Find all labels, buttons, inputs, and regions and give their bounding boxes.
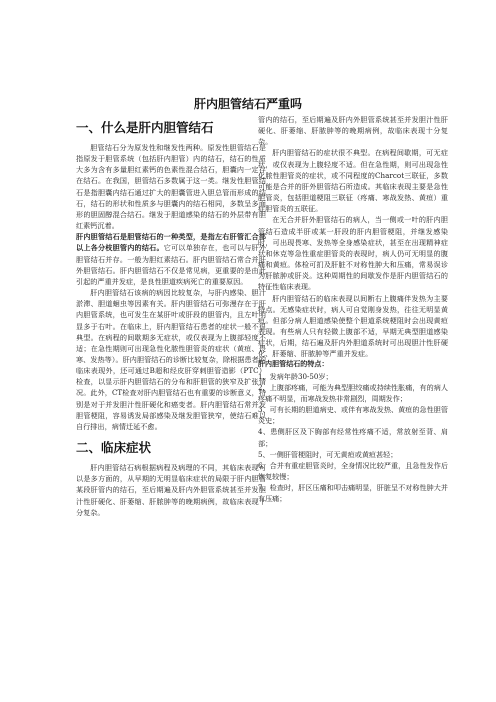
features-list bbox=[258, 371, 448, 505]
section-2-heading: 二、临床症状 bbox=[76, 440, 152, 456]
section-1-paragraph-3: 肝内胆管结石该病的病因比较复杂，与肝内感染、胆汁淤滞、胆道蛔虫等因素有关。肝内胆管结石可弥漫存在于肝内胆管系统，也可发生在某肝叶或肝段的胆管内，且左叶明显多于右叶。在临床上，肝内胆管结石患者的症状一般不很典型。在病程的间歇期多无症状，或仅表现为上腹部轻度不适；在急性期则可出现急性化脓性胆管炎的症状（黄疸、畏寒、发热等）。肝内胆管结石的诊断比较复杂，除根据患者的临床表现外，还可通过B超和经皮肝穿刺胆管造影（PTC）检查，以显示肝内胆管结石的分布和肝胆管的狭窄及扩张情况。此外，CT检查对肝内胆管结石也有重要的诊断意义，特别是对于并发胆汁性肝硬化和癌变者。肝内胆管结石常并发胆管梗阻，容易诱发局部感染及继发胆管狭窄，使结石难以自行排出，病情迁延不愈。 bbox=[76, 288, 266, 431]
document-title: 肝内胆管结石严重吗 bbox=[193, 97, 302, 111]
section-2-paragraph-1-continued: 管内的结石，至后期遍及肝内外胆管系统甚至并发胆汁性肝硬化、肝萎缩、肝脓肿等的晚期病例，故临床表现十分复杂。 bbox=[258, 115, 448, 147]
section-1-bold-definition: 肝内胆管结石是胆管结石的一种类型，是指左右肝管汇合部以上各分枝胆管内的结石。 bbox=[76, 232, 266, 253]
right-column bbox=[258, 114, 448, 504]
list-item: 6、合并有重症胆管炎时，全身情况比较严重，且急性发作后恢复较慢； bbox=[258, 460, 448, 481]
section-1-paragraph-1: 胆管结石分为原发性和继发性两种。原发性胆管结石是指原发于胆管系统（包括肝内胆管）内的结石，结石的性质大多为含有多量胆红素钙的色素性混合结石，胆囊内一定存在结石。在我国，胆管结石多数属于这一类。继发性胆管结石是指胆囊内结石通过扩大的胆囊管进入胆总管而形成的结石，结石的形状和性质多与胆囊内的结石相同，多数呈多面形的胆固醇混合结石。继发于胆道感染的结石的外层带有胆红素钙沉着。 bbox=[76, 143, 266, 231]
list-item: 7、检查时，肝区压痛和叩击痛明显，肝脏呈不对称性肿大并有压痛； bbox=[258, 483, 448, 504]
list-item: 4、患侧肝区及下胸部有经常性疼痛不适，常放射至背、肩部； bbox=[258, 427, 448, 448]
left-column bbox=[76, 114, 266, 517]
section-2-paragraph-1: 肝内胆管结石病根据病程及病理的不同，其临床表现可以是多方面的，从早期的无明显临床症状的局限于肝内胆管某段肝管内的结石，至后期遍及肝内外胆管系统甚至并发胆汁性肝硬化、肝萎缩、肝脓肿等的晚期病例，故临床表现十分复杂。 bbox=[76, 463, 266, 517]
features-list-heading: 肝内胆管结石的特点： bbox=[258, 360, 329, 369]
section-2-paragraph-2: 肝内胆管结石的症状很不典型。在病程间歇期，可无症状，或仅表现为上腹轻度不适。但在急性期，则可出现急性化脓性胆管炎的症状，或不同程度的Charcot三联征，多数可能是合并的肝外胆管结石所造成。其临床表现主要是急性胆管炎，包括胆道梗阻三联征（疼痛、寒战发热、黄疸）重症胆管炎的五联征。 bbox=[258, 148, 448, 214]
list-item: 5、一侧肝管梗阻时，可无黄疸或黄疸甚轻； bbox=[258, 449, 398, 459]
section-1-heading: 一、什么是肝内胆管结石 bbox=[76, 120, 214, 135]
section-1-definition-rest: 它可以单独存在，也可以与肝外胆管结石并存。一般为胆红素结石。肝内胆管结石常合并肝外胆管结石。肝内胆管结石不仅是常见病，更重要的是由此引起的严重并发症，是良性胆道疾病死亡的重要原因。 bbox=[76, 243, 266, 286]
list-item: 3、可有长期的胆道病史、或伴有寒战发热、黄疸的急性胆管炎史； bbox=[258, 405, 448, 426]
list-item: 2、上腹部疼痛，可能为典型胆绞痛或持续性胀痛，有的病人疼痛不明显，而寒战发热非常剧烈，周期发作； bbox=[258, 382, 448, 403]
section-2-paragraph-4: 肝内胆管结石的临床表现以间断右上腹痛伴发热为主要特点。无感染症状时，病人可自觉刚身发热，往往无明显黄疸。但部分病人胆道感染使整个胆道系统梗阻时会出现黄疸表现。有些病人只有轻微上腹部不适，早期无典型胆道感染症状，后期，结石遍及肝内外胆道系统时可出现胆汁性肝硬化、肝萎缩、肝脓肿等严重并发症。 bbox=[258, 293, 448, 359]
section-2-paragraph-3: 在无合并肝外胆管结石的病人，当一侧或一叶的肝内胆管结石造成半肝或某一肝段的肝内胆管梗阻，并继发感染时，可出现畏寒、发热等全身感染症状，甚至在出现精神症状和休克等急性重症胆管炎的表现时，病人仍可无明显的腹痛和黄疸。体检可扪及肝脏不对称性肿大和压痛，常易误诊为肝脓肿或肝炎。这种周期性的间歇发作是肝内胆管结石的特征性临床表现。 bbox=[258, 215, 448, 292]
section-1-paragraph-2 bbox=[76, 231, 266, 287]
list-item: 1、发病年龄30-50岁； bbox=[258, 371, 333, 381]
